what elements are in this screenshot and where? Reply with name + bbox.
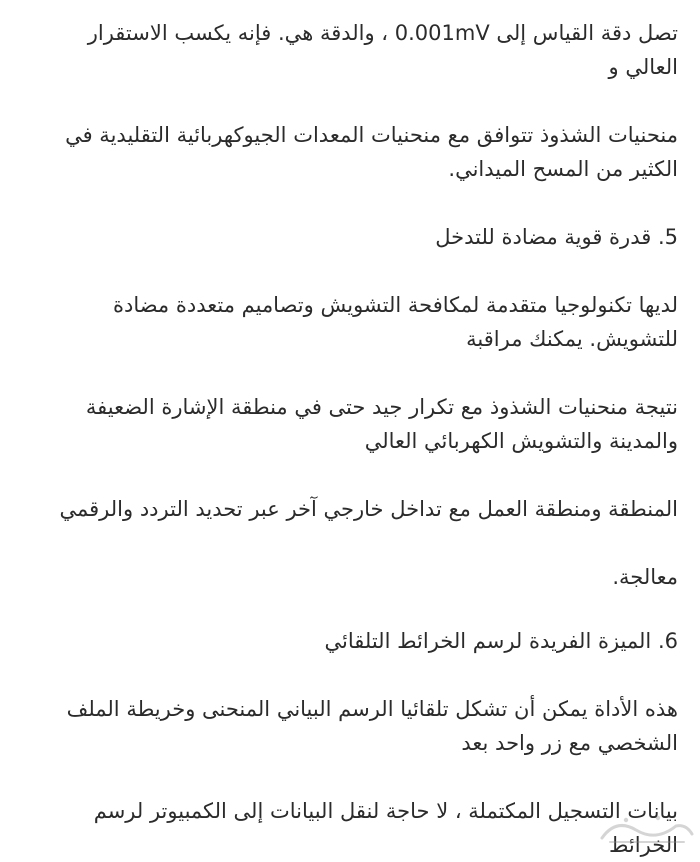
- paragraph-frequency-selection: المنطقة ومنطقة العمل مع تداخل خارجي آخر عبر تحديد التردد والرقمي: [59, 497, 678, 521]
- paragraph-anomaly-curves: منحنيات الشذوذ تتوافق مع منحنيات المعدات الجيوكهربائية التقليدية في الكثير من المسح الميداني.: [65, 123, 678, 181]
- paragraph-measurement-precision: تصل دقة القياس إلى 0.001mV ، والدقة هي. فإنه يكسب الاستقرار العالي و: [87, 21, 678, 79]
- paragraph-no-transfer-needed: بيانات التسجيل المكتملة ، لا حاجة لنقل البيانات إلى الكمبيوتر لرسم الخرائط: [93, 799, 678, 857]
- haraj-watermark-logo: [596, 808, 696, 848]
- heading-auto-mapping: 6. الميزة الفريدة لرسم الخرائط التلقائي: [324, 629, 678, 653]
- paragraph-weak-signal: نتيجة منحنيات الشذوذ مع تكرار جيد حتى في منطقة الإشارة الضعيفة والمدينة والتشويش الكهربائي العالي: [85, 395, 678, 453]
- paragraph-processing: معالجة.: [612, 565, 678, 589]
- paragraph-auto-curve-graph: هذه الأداة يمكن أن تشكل تلقائيا الرسم البياني المنحنى وخريطة الملف الشخصي مع زر واحد بعد: [66, 697, 678, 755]
- paragraph-anti-noise-tech: لديها تكنولوجيا متقدمة لمكافحة التشويش وتصاميم متعددة مضادة للتشويش. يمكنك مراقبة: [112, 293, 678, 351]
- heading-anti-interference: 5. قدرة قوية مضادة للتدخل: [435, 225, 678, 249]
- watermark-logo-graphic: [596, 808, 696, 848]
